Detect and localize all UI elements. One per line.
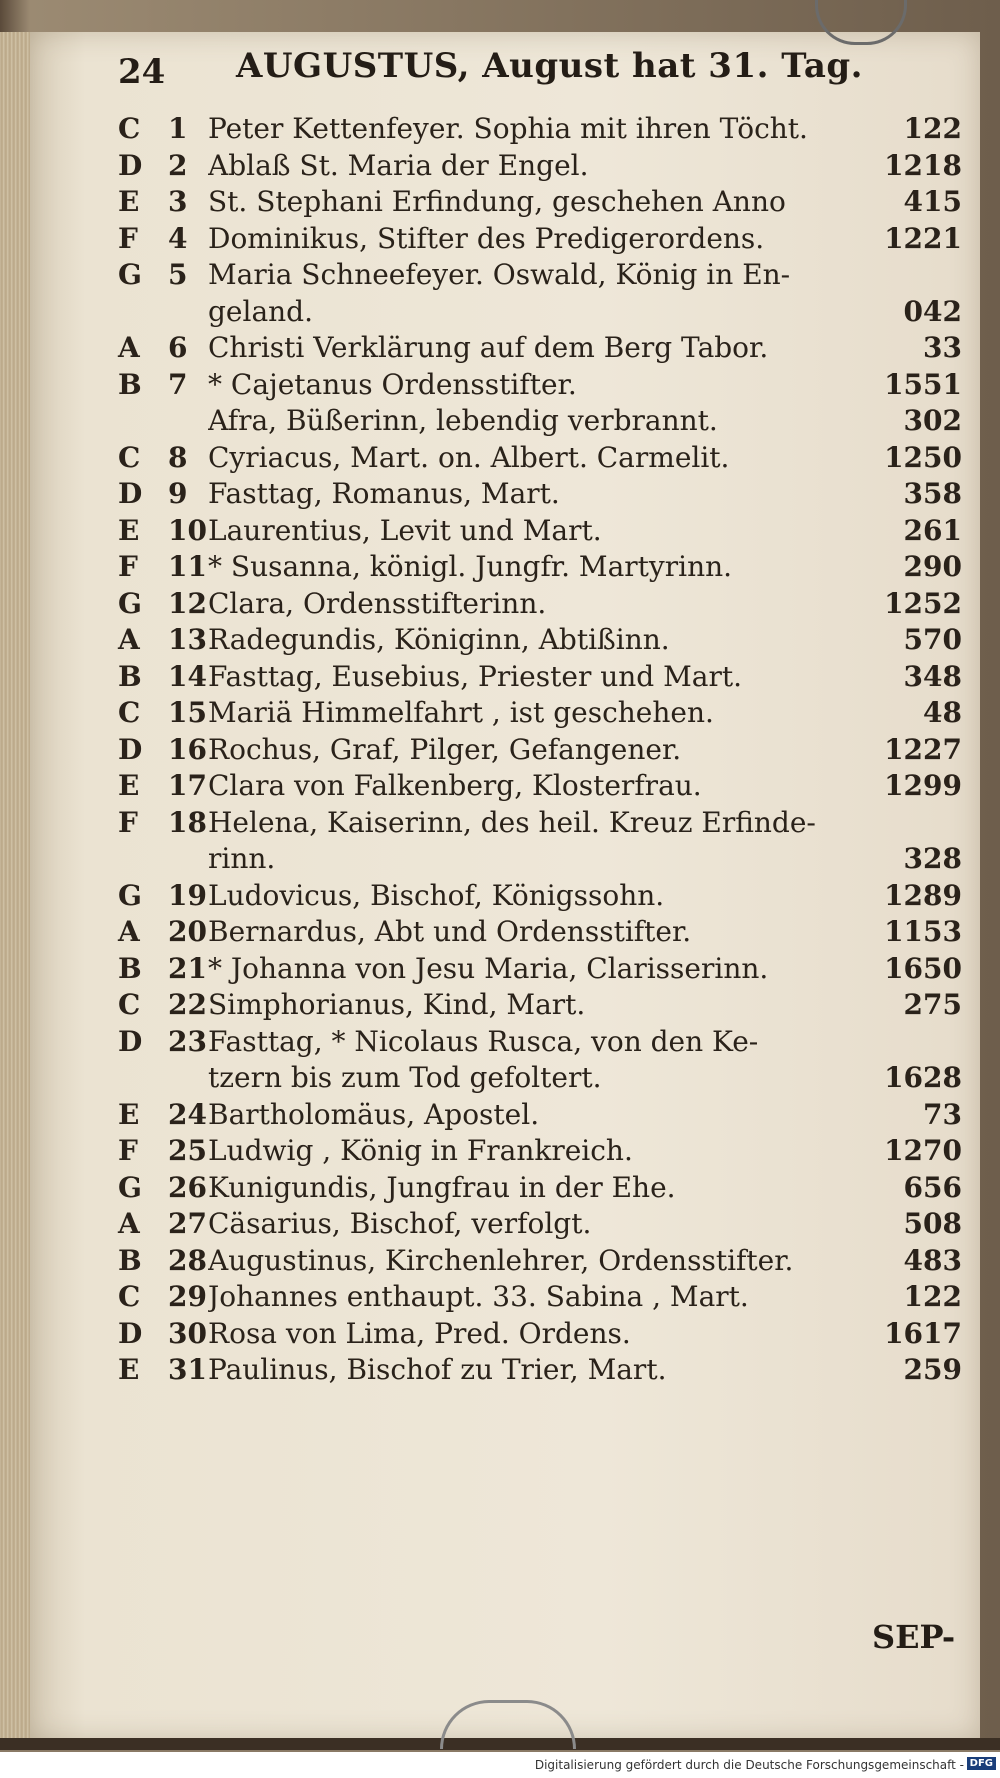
calendar-entry xyxy=(118,879,962,919)
dominical-letter: G xyxy=(118,258,142,291)
calendar-entry xyxy=(118,587,962,627)
entry-text: Johannes enthaupt. 33. Sabina , Mart. xyxy=(208,1280,749,1313)
calendar-entry xyxy=(118,514,962,554)
entry-text: Bartholomäus, Apostel. xyxy=(208,1097,540,1131)
dominical-letter: G xyxy=(118,1170,142,1204)
entry-text: Simphorianus, Kind, Mart. xyxy=(208,988,586,1021)
entry-year: 275 xyxy=(903,988,962,1021)
entry-text: Fasttag, Eusebius, Priester und Mart. xyxy=(208,659,743,693)
dominical-letter: F xyxy=(118,805,138,839)
day-number: 2 xyxy=(168,148,188,182)
entry-text: rinn. xyxy=(208,842,276,875)
calendar-entry xyxy=(118,1244,962,1284)
day-number: 15 xyxy=(168,696,207,729)
entry-text: Augustinus, Kirchenlehrer, Ordensstifter. xyxy=(208,1243,794,1277)
entry-year: 290 xyxy=(903,550,962,583)
entry-text: Fasttag, * Nicolaus Rusca, von den Ke- xyxy=(208,1024,759,1058)
entry-year: 508 xyxy=(903,1207,962,1240)
dominical-letter: D xyxy=(118,148,143,182)
entry-text: tzern bis zum Tod gefoltert. xyxy=(208,1061,602,1094)
entry-text: Ablaß St. Maria der Engel. xyxy=(208,148,589,182)
day-number: 8 xyxy=(168,440,188,474)
entry-year: 48 xyxy=(923,696,962,729)
entry-text: * Johanna von Jesu Maria, Clarisserinn. xyxy=(208,951,769,985)
calendar-entry xyxy=(118,988,962,1028)
day-number: 28 xyxy=(168,1243,207,1277)
calendar-entry xyxy=(118,149,962,189)
calendar-entry xyxy=(118,769,962,809)
entry-text: Helena, Kaiserinn, des heil. Kreuz Erfinde- xyxy=(208,805,816,839)
entry-year: 483 xyxy=(903,1243,962,1277)
entry-year: 1153 xyxy=(884,915,962,948)
dominical-letter: D xyxy=(118,1024,143,1058)
calendar-entry xyxy=(118,550,962,590)
entry-text: Ludovicus, Bischof, Königssohn. xyxy=(208,878,665,912)
entry-text: * Susanna, königl. Jungfr. Martyrinn. xyxy=(208,550,733,583)
entry-text: Paulinus, Bischof zu Trier, Mart. xyxy=(208,1353,667,1386)
dominical-letter: A xyxy=(118,915,140,948)
entry-year: 570 xyxy=(903,623,962,656)
calendar-entry xyxy=(118,623,962,663)
credit-text: Digitalisierung gefördert durch die Deutsche Forschungsgemeinschaft - xyxy=(534,1758,964,1772)
calendar-entry xyxy=(118,1317,962,1357)
entry-year: 656 xyxy=(903,1170,962,1204)
entry-text: St. Stephani Erfindung, geschehen Anno xyxy=(208,185,786,218)
entry-year: 1250 xyxy=(884,440,962,474)
dominical-letter: B xyxy=(118,367,142,401)
calendar-entry xyxy=(118,112,962,152)
calendar-entry xyxy=(118,222,962,262)
dominical-letter: C xyxy=(118,112,141,145)
day-number: 3 xyxy=(168,185,188,218)
calendar-entry xyxy=(118,1353,962,1393)
day-number: 6 xyxy=(168,331,188,364)
day-number: 4 xyxy=(168,221,188,255)
dominical-letter: D xyxy=(118,732,143,766)
entry-text: Laurentius, Levit und Mart. xyxy=(208,513,602,547)
dominical-letter: C xyxy=(118,988,141,1021)
day-number: 5 xyxy=(168,258,188,291)
entry-text: Radegundis, Königinn, Abtißinn. xyxy=(208,623,670,656)
calendar-entry xyxy=(118,806,962,846)
dominical-letter: B xyxy=(118,1243,142,1277)
dominical-letter: A xyxy=(118,331,140,364)
day-number: 29 xyxy=(168,1280,207,1313)
entry-text: Cyriacus, Mart. on. Albert. Carmelit. xyxy=(208,440,730,474)
entry-year: 1218 xyxy=(884,148,962,182)
calendar-entry xyxy=(118,1025,962,1065)
entry-year: 302 xyxy=(903,404,962,437)
entry-text: Clara, Ordensstifterinn. xyxy=(208,586,547,620)
dominical-letter: E xyxy=(118,1353,140,1386)
entry-text: geland. xyxy=(208,294,313,328)
entry-text: Maria Schneefeyer. Oswald, König in En- xyxy=(208,258,791,291)
calendar-entry xyxy=(118,404,962,444)
entry-text: Peter Kettenfeyer. Sophia mit ihren Töcht. xyxy=(208,112,808,145)
dominical-letter: F xyxy=(118,1134,138,1167)
entry-year: 348 xyxy=(903,659,962,693)
credit-bar xyxy=(0,1752,1000,1778)
calendar-entry xyxy=(118,660,962,700)
calendar-entry xyxy=(118,441,962,481)
entry-text: Fasttag, Romanus, Mart. xyxy=(208,477,560,510)
dominical-letter: G xyxy=(118,586,142,620)
dominical-letter: C xyxy=(118,696,141,729)
day-number: 22 xyxy=(168,988,207,1021)
entry-text: Dominikus, Stifter des Predigerordens. xyxy=(208,221,765,255)
calendar-entry xyxy=(118,842,962,882)
dominical-letter: D xyxy=(118,1316,143,1350)
entry-text: Rosa von Lima, Pred. Ordens. xyxy=(208,1316,631,1350)
day-number: 30 xyxy=(168,1316,207,1350)
entry-text: Kunigundis, Jungfrau in der Ehe. xyxy=(208,1170,676,1204)
day-number: 27 xyxy=(168,1207,207,1240)
day-number: 31 xyxy=(168,1353,207,1386)
dfg-logo: DFG xyxy=(967,1757,996,1770)
calendar-entry xyxy=(118,331,962,371)
entry-year: 261 xyxy=(903,513,962,547)
entry-text: Rochus, Graf, Pilger, Gefangener. xyxy=(208,732,682,766)
calendar-entry xyxy=(118,368,962,408)
entry-year: 122 xyxy=(903,1280,962,1313)
dominical-letter: G xyxy=(118,878,142,912)
entry-year: 1299 xyxy=(884,769,962,802)
calendar-entry xyxy=(118,258,962,298)
day-number: 17 xyxy=(168,769,207,802)
entry-text: Cäsarius, Bischof, verfolgt. xyxy=(208,1207,592,1240)
day-number: 7 xyxy=(168,367,188,401)
entry-year: 33 xyxy=(923,331,962,364)
dominical-letter: E xyxy=(118,1097,140,1131)
day-number: 1 xyxy=(168,112,188,145)
day-number: 21 xyxy=(168,951,207,985)
day-number: 26 xyxy=(168,1170,207,1204)
dominical-letter: A xyxy=(118,1207,140,1240)
dominical-letter: E xyxy=(118,513,140,547)
catchword: SEP- xyxy=(872,1618,956,1656)
page-header xyxy=(118,44,948,98)
entry-year: 328 xyxy=(903,842,962,875)
entry-year: 1270 xyxy=(884,1134,962,1167)
calendar-entry xyxy=(118,185,962,225)
page-title: AUGUSTUS, August hat 31. Tag. xyxy=(236,46,863,86)
day-number: 16 xyxy=(168,732,207,766)
calendar-entry xyxy=(118,1098,962,1138)
calendar-entry xyxy=(118,733,962,773)
entry-year: 1227 xyxy=(884,732,962,766)
day-number: 9 xyxy=(168,477,188,510)
entry-year: 73 xyxy=(923,1097,962,1131)
entry-text: Christi Verklärung auf dem Berg Tabor. xyxy=(208,331,769,364)
dominical-letter: E xyxy=(118,769,140,802)
calendar-entry xyxy=(118,1134,962,1174)
day-number: 14 xyxy=(168,659,207,693)
entry-year: 1289 xyxy=(884,878,962,912)
dominical-letter: F xyxy=(118,221,138,255)
calendar-entry xyxy=(118,1207,962,1247)
dominical-letter: E xyxy=(118,185,140,218)
day-number: 20 xyxy=(168,915,207,948)
calendar-entry xyxy=(118,1171,962,1211)
entry-text: Ludwig , König in Frankreich. xyxy=(208,1134,633,1167)
dominical-letter: C xyxy=(118,1280,141,1313)
day-number: 19 xyxy=(168,878,207,912)
calendar-entry xyxy=(118,1280,962,1320)
entry-year: 1221 xyxy=(884,221,962,255)
entry-text: Clara von Falkenberg, Klosterfrau. xyxy=(208,769,702,802)
dominical-letter: B xyxy=(118,659,142,693)
dominical-letter: F xyxy=(118,550,138,583)
entry-year: 1650 xyxy=(884,951,962,985)
entry-year: 042 xyxy=(903,294,962,328)
day-number: 24 xyxy=(168,1097,207,1131)
dominical-letter: A xyxy=(118,623,140,656)
calendar-entry xyxy=(118,477,962,517)
entry-text: Bernardus, Abt und Ordensstifter. xyxy=(208,915,692,948)
dominical-letter: D xyxy=(118,477,143,510)
entry-year: 1628 xyxy=(884,1061,962,1094)
calendar-entry xyxy=(118,915,962,955)
day-number: 11 xyxy=(168,550,207,583)
page-number: 24 xyxy=(118,52,166,92)
entry-year: 358 xyxy=(903,477,962,510)
page-stack-edge xyxy=(0,32,30,1740)
entry-text: Mariä Himmelfahrt , ist geschehen. xyxy=(208,696,714,729)
entry-year: 1551 xyxy=(884,367,962,401)
dominical-letter: B xyxy=(118,951,142,985)
day-number: 25 xyxy=(168,1134,207,1167)
day-number: 10 xyxy=(168,513,207,547)
entry-text: Afra, Büßerinn, lebendig verbrannt. xyxy=(208,404,718,437)
entry-year: 122 xyxy=(903,112,962,145)
day-number: 12 xyxy=(168,586,207,620)
day-number: 18 xyxy=(168,805,207,839)
day-number: 13 xyxy=(168,623,207,656)
calendar-entry xyxy=(118,696,962,736)
entry-year: 415 xyxy=(903,185,962,218)
calendar-entry xyxy=(118,295,962,335)
entry-year: 1252 xyxy=(884,586,962,620)
entry-year: 259 xyxy=(903,1353,962,1386)
entry-year: 1617 xyxy=(884,1316,962,1350)
day-number: 23 xyxy=(168,1024,207,1058)
calendar-entry xyxy=(118,1061,962,1101)
calendar-entry xyxy=(118,952,962,992)
entry-text: * Cajetanus Ordensstifter. xyxy=(208,367,577,401)
dominical-letter: C xyxy=(118,440,141,474)
